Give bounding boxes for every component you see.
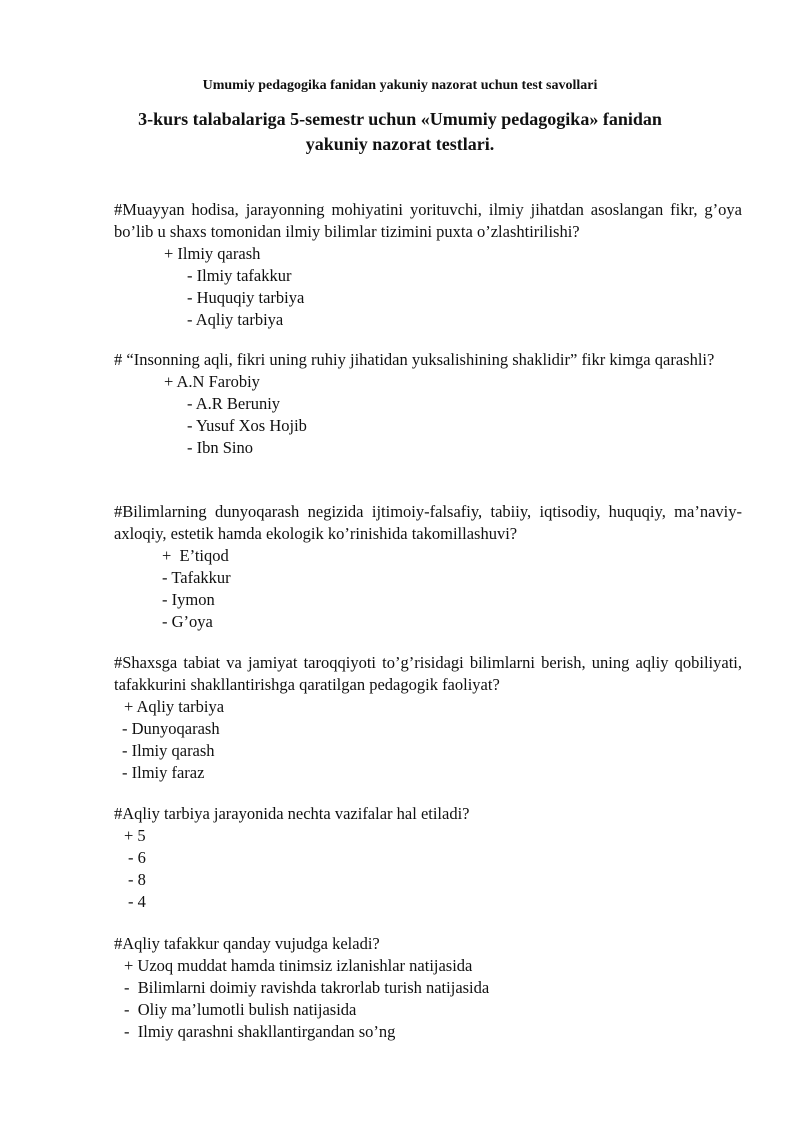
question-text: # “Insonning aqli, fikri uning ruhiy jihatidan yuksalishining shaklidir” fikr kimga qarashli? <box>114 350 715 369</box>
answer-option: - Huquqiy tarbiya <box>187 288 305 307</box>
answer-option: - Bilimlarni doimiy ravishda takrorlab turish natijasida <box>124 978 490 997</box>
question-5 <box>114 803 742 913</box>
answer-option: - Ilmiy faraz <box>122 763 205 782</box>
question-text: #Aqliy tafakkur qanday vujudga keladi? <box>114 934 380 953</box>
question-text: #Shaxsga tabiat va jamiyat taroqqiyoti to’g’risidagi bilimlarni berish, uning aqliy qobiliyati, tafakkurini shakllantirishga qaratilgan pedagogik faoliyat? <box>114 653 742 694</box>
answer-option: - A.R Beruniy <box>187 394 281 413</box>
question-text: #Muayyan hodisa, jarayonning mohiyatini yorituvchi, ilmiy jihatdan asoslangan fikr, g’oya bo’lib u shaxs tomonidan ilmiy bilimlar tizimini puxta o’zlashtirilishi? <box>114 200 742 241</box>
answer-option: - G’oya <box>162 612 213 631</box>
answer-option: - 8 <box>128 870 146 889</box>
answer-option: - Ilmiy tafakkur <box>187 266 292 285</box>
question-1 <box>114 199 742 331</box>
document-title: 3-kurs talabalariga 5-semestr uchun «Umumiy pedagogika» fanidan yakuniy nazorat testlari. <box>138 109 662 154</box>
question-4 <box>114 652 742 784</box>
page-header: Umumiy pedagogika fanidan yakuniy nazorat uchun test savollari <box>202 78 598 93</box>
answer-option-correct: + A.N Farobiy <box>164 372 260 391</box>
answer-option-correct: + Aqliy tarbiya <box>124 697 225 716</box>
answer-option: - Iymon <box>162 590 215 609</box>
answer-option-correct: + Uzoq muddat hamda tinimsiz izlanishlar natijasida <box>124 956 473 975</box>
answer-option: - Ilmiy qarashni shakllantirgandan so’ng <box>124 1022 396 1041</box>
answer-option: - Oliy ma’lumotli bulish natijasida <box>124 1000 357 1019</box>
question-text: #Aqliy tarbiya jarayonida nechta vazifalar hal etiladi? <box>114 804 470 823</box>
question-text: #Bilimlarning dunyoqarash negizida ijtimoiy-falsafiy, tabiiy, iqtisodiy, huquqiy, ma’naviy-axloqiy, estetik hamda ekologik ko’rinishida takomillashuvi? <box>114 502 742 543</box>
answer-option: - Yusuf Xos Hojib <box>187 416 307 435</box>
answer-option: - Tafakkur <box>162 568 231 587</box>
question-6 <box>114 933 742 1043</box>
answer-option: - Aqliy tarbiya <box>187 310 284 329</box>
answer-option: - 6 <box>128 848 146 867</box>
answer-option: - Ibn Sino <box>187 438 253 457</box>
answer-option-correct: + 5 <box>124 826 146 845</box>
question-2 <box>114 349 742 459</box>
question-3 <box>114 501 742 633</box>
answer-option-correct: + E’tiqod <box>162 546 229 565</box>
answer-option-correct: + Ilmiy qarash <box>164 244 261 263</box>
answer-option: - Dunyoqarash <box>122 719 220 738</box>
answer-option: - Ilmiy qarash <box>122 741 215 760</box>
answer-option: - 4 <box>128 892 146 911</box>
